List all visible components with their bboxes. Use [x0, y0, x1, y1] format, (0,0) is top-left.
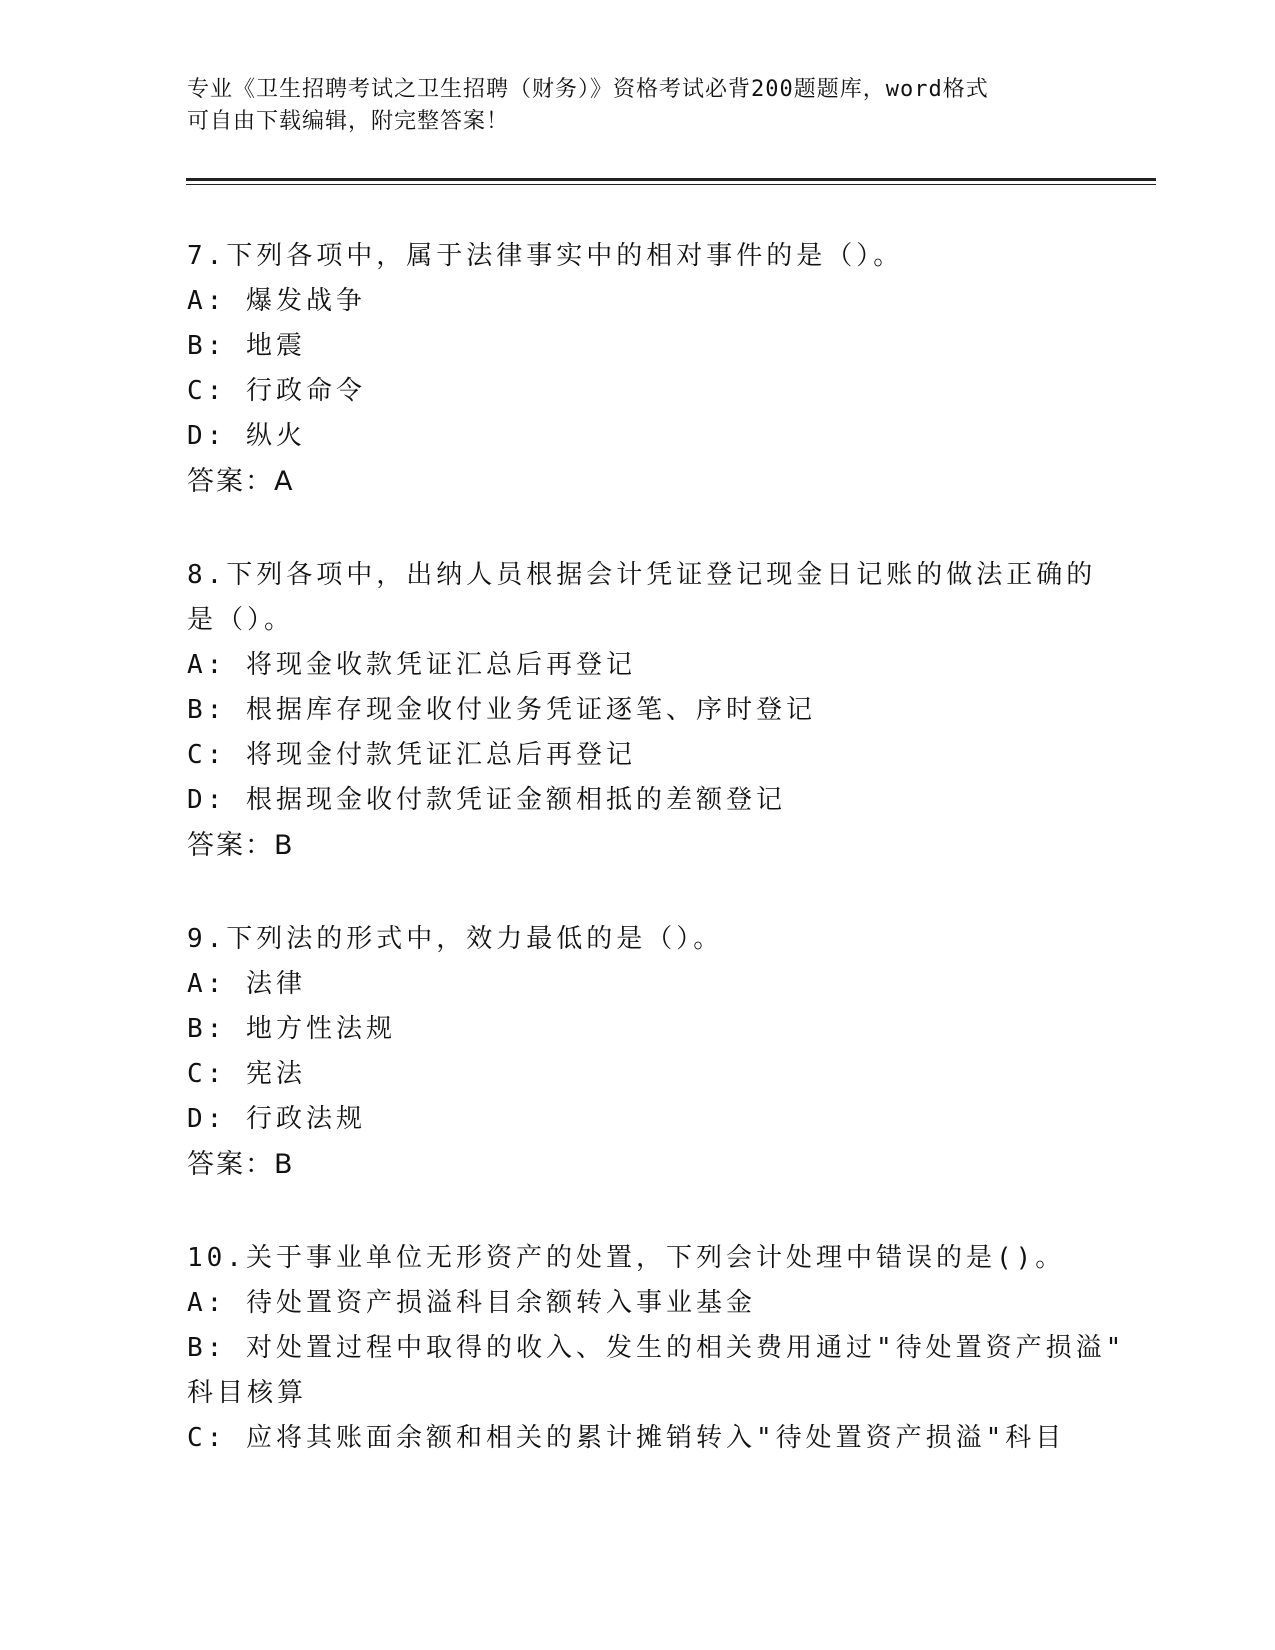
option-text: 对处置过程中取得的收入、发生的相关费用通过"待处置资产损溢": [245, 1333, 1126, 1363]
option-text: 宪法: [245, 1059, 306, 1089]
option-a: [187, 643, 1087, 688]
option-text: 地震: [245, 331, 306, 361]
option-d: [187, 1097, 1087, 1142]
document-header: [187, 74, 1067, 138]
option-label: A:: [187, 1288, 227, 1318]
option-c: [187, 369, 1087, 414]
option-label: B:: [187, 1333, 227, 1363]
option-label: A:: [187, 286, 227, 316]
option-b: [187, 324, 1087, 369]
option-c: [187, 1052, 1087, 1097]
question-8: [187, 553, 1097, 868]
option-label: C:: [187, 1423, 227, 1453]
option-d: [187, 778, 1087, 823]
option-a: [187, 1281, 1087, 1326]
option-label: A:: [187, 969, 227, 999]
question-7: [187, 234, 1087, 504]
question-stem: 10.关于事业单位无形资产的处置，下列会计处理中错误的是()。: [187, 1243, 1066, 1273]
header-divider-thick: [186, 178, 1156, 181]
option-text: 爆发战争: [245, 286, 366, 316]
option-label: B:: [187, 331, 227, 361]
question-stem-continued: 是（）。: [187, 605, 295, 635]
option-b: [187, 688, 1087, 733]
answer-line: 答案：B: [187, 830, 295, 861]
question-stem: 8.下列各项中，出纳人员根据会计凭证登记现金日记账的做法正确的: [187, 560, 1097, 590]
option-label: C:: [187, 1059, 227, 1089]
header-title-line-2: 可自由下载编辑，附完整答案！: [187, 109, 510, 134]
option-text: 将现金付款凭证汇总后再登记: [245, 740, 636, 770]
option-text: 行政法规: [245, 1104, 366, 1134]
option-text: 根据库存现金收付业务凭证逐笔、序时登记: [245, 695, 816, 725]
option-label: B:: [187, 1014, 227, 1044]
option-label: A:: [187, 650, 227, 680]
question-stem: 9.下列法的形式中，效力最低的是（）。: [187, 924, 724, 954]
option-label: C:: [187, 740, 227, 770]
option-c: [187, 1416, 1087, 1461]
question-stem: 7.下列各项中，属于法律事实中的相对事件的是（）。: [187, 241, 904, 271]
option-b: [187, 1326, 1126, 1371]
option-text: 将现金收款凭证汇总后再登记: [245, 650, 636, 680]
option-label: D:: [187, 1104, 227, 1134]
question-10: [187, 1236, 1126, 1461]
option-b-continued: 科目核算: [187, 1378, 308, 1408]
option-label: D:: [187, 421, 227, 451]
answer-line: 答案：A: [187, 466, 295, 497]
option-a: [187, 279, 1087, 324]
option-text: 待处置资产损溢科目余额转入事业基金: [245, 1288, 756, 1318]
option-a: [187, 962, 1087, 1007]
answer-line: 答案：B: [187, 1149, 295, 1180]
header-title-line-1: 专业《卫生招聘考试之卫生招聘（财务）》资格考试必背200题题库，word格式: [187, 77, 989, 102]
option-b: [187, 1007, 1087, 1052]
option-text: 应将其账面余额和相关的累计摊销转入"待处置资产损溢"科目: [245, 1423, 1066, 1453]
option-c: [187, 733, 1087, 778]
option-text: 法律: [245, 969, 306, 999]
option-text: 行政命令: [245, 376, 366, 406]
question-9: [187, 917, 1087, 1187]
header-divider-thin: [186, 184, 1156, 185]
option-d: [187, 414, 1087, 459]
option-text: 地方性法规: [245, 1014, 396, 1044]
option-label: C:: [187, 376, 227, 406]
option-text: 根据现金收付款凭证金额相抵的差额登记: [245, 785, 786, 815]
option-text: 纵火: [245, 421, 306, 451]
option-label: B:: [187, 695, 227, 725]
option-label: D:: [187, 785, 227, 815]
